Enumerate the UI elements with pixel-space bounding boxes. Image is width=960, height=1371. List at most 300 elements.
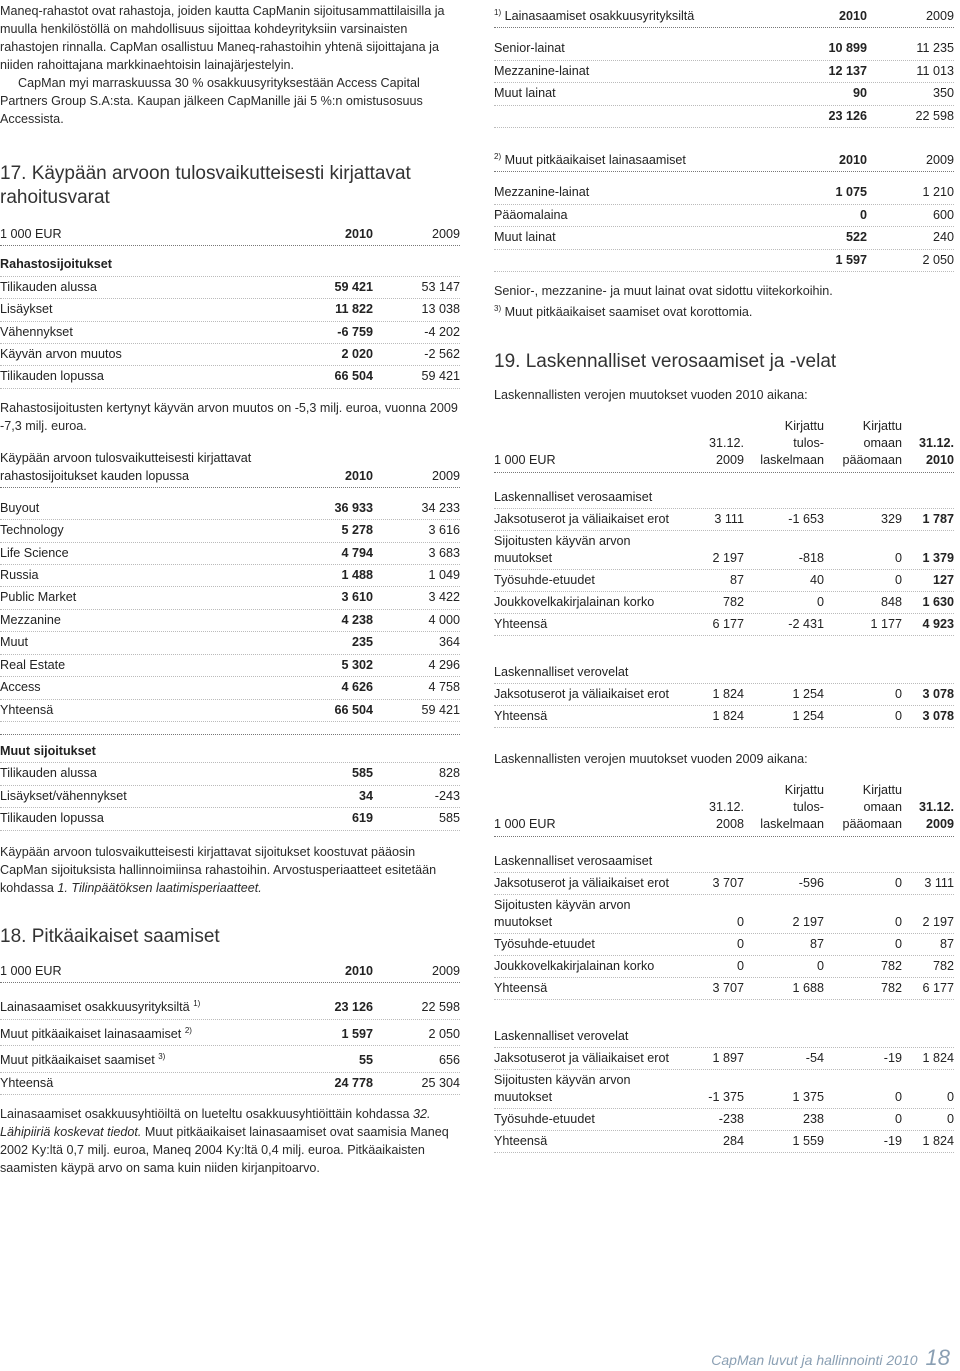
tax-header-col4-b: 2009: [925, 817, 954, 831]
table-row: [494, 205, 954, 227]
tax-header-col4-b: 2010: [925, 453, 954, 467]
s17-note2-text: Käypään arvoon tulosvaikutteisesti kirjattavat sijoitukset koostuvat pääosin CapMan sijoituksista hallinnoimiinsa rahastoihin. Arvostusperiaatteet esitetään kohdassa: [0, 844, 437, 895]
tax-header-col4-a: 31.12.: [918, 436, 954, 450]
value-closing: 782: [932, 959, 954, 973]
table-row: [494, 934, 954, 956]
s19-2009-intro: Laskennallisten verojen muutokset vuoden 2009 aikana:: [494, 752, 808, 766]
value-closing: 3 078: [922, 687, 954, 701]
value-2010: 4 238: [341, 612, 373, 627]
s18-rows: [0, 993, 460, 1095]
value-2009: 22 598: [421, 1000, 460, 1015]
value-2010: 66 504: [334, 369, 373, 384]
value-income-statement: 1 254: [792, 687, 824, 701]
value-2009: 53 147: [421, 279, 460, 294]
intro-paragraph-1: Maneq-rahastot ovat rahastoja, joiden kautta CapManin sijoitusammattilaisilla ja muulla henkilöstöllä on mahdollisuus sijoittaa kohdeyrityksiin varsinaisten rahastojen rinnalla. CapMan osallistuu Maneq-rahastoihin yhtenä sijoittajana ja niiden rahoittajana markkinaehtoisin lainajärjestelyin.: [0, 4, 445, 72]
value-2009: 600: [932, 207, 954, 222]
value-2009: 364: [438, 635, 460, 650]
table-row: [0, 677, 460, 699]
s17-group1-title: Rahastosijoitukset: [0, 254, 460, 276]
table-row: [0, 808, 460, 830]
footnote-ref: 3): [158, 1052, 166, 1062]
s18-note-c: Muut pitkäaikaiset lainasaamiset ovat saamisia Maneq 2002 Ky:ltä 0,7 milj. euroa, Maneq 2004 Ky:ltä 0,4 milj. euroa. Pitkäaikaisten saamisten käypä arvo on sama kuin niiden kirjanpitoarvo.: [0, 1125, 449, 1176]
table-row: [494, 1070, 954, 1109]
tax-header-row: [494, 782, 954, 837]
row-label: Jaksotuserot ja väliaikaiset erot: [494, 512, 669, 526]
s19-2010-intro: Laskennallisten verojen muutokset vuoden 2010 aikana:: [494, 388, 808, 402]
table-row: [494, 250, 954, 272]
value-2010: 0: [859, 207, 867, 222]
value-income-statement: 0: [816, 959, 824, 973]
table-row: [494, 182, 954, 204]
row-label-text: Muut pitkäaikaiset lainasaamiset: [0, 1026, 182, 1041]
value-income-statement: 40: [809, 573, 824, 587]
row-label: Yhteensä: [494, 981, 548, 995]
footer-text: CapMan luvut ja hallinnointi 2010: [711, 1352, 918, 1368]
s17-table2-head-line2: rahastosijoitukset kauden lopussa: [0, 468, 190, 483]
tax-header-col1-b: 2009: [715, 453, 744, 467]
value-equity: 1 177: [870, 617, 902, 631]
value-equity: 0: [894, 1112, 902, 1126]
value-2010: 522: [845, 230, 867, 245]
row-label: Vähennykset: [0, 324, 73, 339]
r1-rows: [494, 38, 954, 128]
value-closing: 0: [946, 1112, 954, 1126]
value-2009: 4 296: [428, 657, 460, 672]
value-2010: 4 794: [341, 545, 373, 560]
value-2010: 34: [358, 788, 373, 803]
table-row: [0, 763, 460, 785]
r2-sup: 2): [494, 152, 502, 161]
table-row: [0, 543, 460, 565]
value-closing: 1 824: [922, 1051, 954, 1065]
value-2010: 11 822: [335, 302, 373, 317]
s17-header-2010: 2010: [344, 227, 373, 241]
value-2009: 13 038: [421, 302, 460, 317]
value-opening: 0: [736, 915, 744, 929]
section-17: [0, 162, 460, 897]
row-label: Lisäykset/vähennykset: [0, 788, 127, 803]
tax-header-col3-c: pääomaan: [842, 453, 902, 467]
value-2010: 585: [351, 766, 373, 781]
value-2009: 3 683: [428, 545, 460, 560]
value-2010: 59 421: [334, 279, 373, 294]
value-2009: 4 000: [428, 612, 460, 627]
page-number: 18: [925, 1345, 950, 1370]
value-2010: 619: [351, 811, 373, 826]
r2-2010: 2010: [838, 153, 867, 167]
tax-header-col3-b: omaan: [863, 800, 902, 814]
table-row: [0, 1020, 460, 1046]
row-label: Työsuhde-etuudet: [494, 937, 595, 951]
value-2009: 585: [438, 811, 460, 826]
value-equity: 0: [894, 915, 902, 929]
s17-table2-header-label: [0, 449, 293, 485]
table-row: [0, 632, 460, 654]
value-equity: 0: [894, 876, 902, 890]
s17-note2-ref: 1. Tilinpäätöksen laatimisperiaatteet.: [57, 880, 262, 895]
table-row: [494, 570, 954, 592]
value-2010: 10 899: [828, 41, 867, 56]
tax-header-col1-a: 31.12.: [708, 436, 744, 450]
value-2009: 22 598: [915, 108, 954, 123]
section-18: [0, 925, 460, 1177]
table-row: [0, 610, 460, 632]
table-row: [0, 786, 460, 808]
table-row: [494, 956, 954, 978]
value-closing: 6 177: [922, 981, 954, 995]
value-2010: 5 278: [341, 523, 373, 538]
row-label: Technology: [0, 523, 64, 538]
row-label: Yhteensä: [0, 702, 54, 717]
value-2009: 828: [438, 766, 460, 781]
row-label: [0, 1046, 293, 1071]
row-label: Public Market: [0, 590, 77, 605]
value-equity: -19: [883, 1051, 902, 1065]
section-19: [494, 350, 954, 1153]
value-closing: 3 111: [924, 876, 954, 890]
r2-header-row: [494, 146, 954, 172]
row-label-text: Muut pitkäaikaiset saamiset: [0, 1053, 155, 1068]
s17-note1: Rahastosijoitusten kertynyt käyvän arvon muutos on -5,3 milj. euroa, vuonna 2009 -7,3 milj. euroa.: [0, 400, 458, 433]
row-label: Mezzanine-lainat: [494, 63, 590, 78]
row-label: Jaksotuserot ja väliaikaiset erot: [494, 687, 669, 701]
row-label: Yhteensä: [494, 617, 548, 631]
value-2010: 2 020: [341, 347, 373, 362]
value-closing: 1 787: [922, 512, 954, 526]
s17-table2-header: [0, 449, 460, 488]
s17-group3-rows: [0, 763, 460, 830]
value-opening: 0: [736, 959, 744, 973]
value-closing: 127: [932, 573, 954, 587]
row-label: Access: [0, 680, 41, 695]
value-2010: 24 778: [334, 1075, 373, 1090]
row-label: Käyvän arvon muutos: [0, 347, 122, 362]
value-2010: 66 504: [334, 702, 373, 717]
tax-header-col3-c: pääomaan: [842, 817, 902, 831]
value-equity: 0: [894, 937, 902, 951]
r1-table: [494, 2, 954, 128]
table-row: [0, 587, 460, 609]
table-row: [494, 38, 954, 60]
footnote-ref: 2): [184, 1025, 192, 1035]
table-row: [494, 1131, 954, 1153]
s18-note-ref: 32. Lähipiiriä koskevat tiedot.: [0, 1107, 431, 1140]
value-2009: 59 421: [421, 369, 460, 384]
value-equity: 0: [894, 1090, 902, 1104]
r2-table: [494, 146, 954, 321]
r2-title: Muut pitkäaikaiset lainasaamiset: [504, 153, 686, 167]
value-closing: 0: [946, 1090, 954, 1104]
tax-header-col4: [902, 435, 954, 469]
value-2009: 3 616: [428, 523, 460, 538]
s17-note2: [0, 843, 460, 897]
value-2010: 1 597: [835, 252, 867, 267]
row-label: Russia: [0, 568, 39, 583]
value-2010: 23 126: [828, 108, 867, 123]
row-label: Buyout: [0, 500, 40, 515]
r2-note2-text: Muut pitkäaikaiset saamiset ovat korottomia.: [504, 305, 753, 320]
row-label: Yhteensä: [494, 709, 548, 723]
row-label-text: Lainasaamiset osakkuusyrityksiltä: [0, 1000, 190, 1015]
row-label: Jaksotuserot ja väliaikaiset erot: [494, 1051, 669, 1065]
value-2010: 1 597: [341, 1026, 373, 1041]
s18-header-row: [0, 961, 460, 983]
value-income-statement: -818: [798, 551, 824, 565]
table-row: [494, 706, 954, 728]
s18-note: [0, 1105, 460, 1177]
tax-header-row: [494, 418, 954, 473]
value-2010: 3 610: [341, 590, 373, 605]
table-row: [494, 1109, 954, 1131]
value-closing: 4 923: [922, 617, 954, 631]
tax-header-col3-a: Kirjattu: [862, 419, 902, 433]
tax-header-col1-b: 2008: [715, 817, 744, 831]
r1-title: Lainasaamiset osakkuusyrityksiltä: [504, 9, 695, 23]
value-opening: 1 824: [712, 709, 744, 723]
r1-sup: 1): [494, 8, 502, 17]
value-2009: 3 422: [428, 590, 460, 605]
table-row: [0, 565, 460, 587]
s18-header-2009: 2009: [431, 964, 460, 978]
row-label: Senior-lainat: [494, 41, 565, 56]
s17-group3-title: Muut sijoitukset: [0, 741, 460, 763]
value-closing: 87: [939, 937, 954, 951]
tax-header-col1: [692, 799, 744, 833]
row-label: Muut: [0, 635, 28, 650]
value-2010: 36 933: [334, 500, 373, 515]
value-2009: -2 562: [424, 347, 460, 362]
value-income-statement: 87: [809, 937, 824, 951]
section-19-title: 19. Laskennalliset verosaamiset ja -velat: [494, 351, 837, 372]
row-label: Real Estate: [0, 657, 66, 672]
value-2009: 240: [932, 230, 954, 245]
value-closing: 1 379: [922, 551, 954, 565]
value-opening: -1 375: [708, 1090, 744, 1104]
row-label: Työsuhde-etuudet: [494, 1112, 595, 1126]
value-opening: 6 177: [712, 617, 744, 631]
value-2009: 34 233: [421, 500, 460, 515]
value-equity: 0: [894, 709, 902, 723]
r1-2009: 2009: [925, 9, 954, 23]
table-row: [0, 498, 460, 520]
value-2010: -6 759: [337, 324, 373, 339]
value-opening: 284: [722, 1134, 744, 1148]
table-row: [0, 344, 460, 366]
tax-table-2010: [494, 418, 954, 728]
tax-header-col2-c: laskelmaan: [760, 817, 824, 831]
value-equity: 782: [880, 959, 902, 973]
value-2009: 2 050: [922, 252, 954, 267]
value-closing: 1 630: [922, 595, 954, 609]
s17-table2-2010: 2010: [344, 468, 373, 483]
value-2009: 350: [932, 86, 954, 101]
table-row: [0, 366, 460, 388]
row-label: Mezzanine: [0, 612, 61, 627]
row-label: [0, 1073, 293, 1094]
table-row: [494, 61, 954, 83]
tax-header-col1-a: 31.12.: [708, 800, 744, 814]
value-closing: 1 824: [922, 1134, 954, 1148]
tax-header-col3-a: Kirjattu: [862, 783, 902, 797]
value-income-statement: 1 375: [792, 1090, 824, 1104]
tax-table-2009: [494, 782, 954, 1153]
value-closing: 3 078: [922, 709, 954, 723]
value-opening: 782: [722, 595, 744, 609]
row-label: Lisäykset: [0, 302, 53, 317]
table-row: [0, 655, 460, 677]
value-equity: -19: [883, 1134, 902, 1148]
value-equity: 329: [880, 512, 902, 526]
table-row: [0, 277, 460, 299]
row-label: Tilikauden alussa: [0, 766, 97, 781]
value-2009: 4 758: [428, 680, 460, 695]
tax-header-col2: [744, 418, 824, 469]
tax-subtitle-liabilities: Laskennalliset verovelat: [494, 662, 954, 684]
value-equity: 848: [880, 595, 902, 609]
row-label: Tilikauden alussa: [0, 279, 97, 294]
value-income-statement: 238: [802, 1112, 824, 1126]
tax-subtitle-liabilities: Laskennalliset verovelat: [494, 1026, 954, 1048]
row-label: Jaksotuserot ja väliaikaiset erot: [494, 876, 669, 890]
row-label: Sijoitusten käyvän arvon muutokset: [494, 534, 631, 565]
value-2009: 11 013: [916, 63, 954, 78]
value-2010: 4 626: [341, 680, 373, 695]
value-2010: 90: [852, 86, 867, 101]
value-income-statement: 1 559: [792, 1134, 824, 1148]
value-2009: -243: [434, 788, 460, 803]
r1-header-row: [494, 2, 954, 28]
table-row: [494, 684, 954, 706]
section-18-title: 18. Pitkäaikaiset saamiset: [0, 926, 220, 947]
value-income-statement: -1 653: [788, 512, 824, 526]
row-label: Yhteensä: [494, 1134, 548, 1148]
s18-header-label: 1 000 EUR: [0, 964, 62, 978]
r2-note2: [494, 300, 954, 321]
table-row: [0, 520, 460, 542]
value-2010: 5 302: [341, 657, 373, 672]
table-row: [494, 614, 954, 636]
value-opening: 0: [736, 937, 744, 951]
tax-header-col2-c: laskelmaan: [760, 453, 824, 467]
table-row: [494, 1048, 954, 1070]
table-row: [494, 509, 954, 531]
value-opening: 1 824: [712, 687, 744, 701]
row-label: Tilikauden lopussa: [0, 369, 104, 384]
row-label: Muut lainat: [494, 230, 556, 245]
row-label: Tilikauden lopussa: [0, 811, 104, 826]
value-income-statement: 2 197: [792, 915, 824, 929]
s17-table2-head-line1: Käypään arvoon tulosvaikutteisesti kirjattavat: [0, 450, 252, 465]
value-equity: 782: [880, 981, 902, 995]
s17-table2-rows: [0, 498, 460, 722]
table-row: [0, 700, 460, 722]
value-closing: 2 197: [922, 915, 954, 929]
section-17-title: 17. Käypään arvoon tulosvaikutteisesti kirjattavat rahoitusvarat: [0, 163, 411, 208]
value-equity: 0: [894, 573, 902, 587]
table-row: [494, 227, 954, 249]
s17-header-row: [0, 224, 460, 246]
row-label-text: Yhteensä: [0, 1075, 54, 1090]
table-row: [0, 1046, 460, 1072]
s17-group1-rows: [0, 277, 460, 389]
tax-header-col2-b: tulos-: [793, 800, 824, 814]
row-label: [0, 1020, 293, 1045]
s17-table2-2009: 2009: [431, 468, 460, 483]
table-row: [494, 83, 954, 105]
value-opening: 87: [729, 573, 744, 587]
value-opening: 1 897: [712, 1051, 744, 1065]
value-2010: 1 488: [341, 568, 373, 583]
row-label: Sijoitusten käyvän arvon muutokset: [494, 1073, 631, 1104]
tax-header-label: 1 000 EUR: [494, 817, 556, 831]
value-income-statement: 1 254: [792, 709, 824, 723]
value-2009: 25 304: [421, 1075, 460, 1090]
table-row: [494, 592, 954, 614]
table-row: [0, 299, 460, 321]
value-income-statement: -54: [805, 1051, 824, 1065]
row-label: Pääomalaina: [494, 207, 568, 222]
value-opening: 2 197: [712, 551, 744, 565]
value-2010: 12 137: [828, 63, 867, 78]
s17-header-label: 1 000 EUR: [0, 227, 62, 241]
table-row: [0, 993, 460, 1019]
row-label: Sijoitusten käyvän arvon muutokset: [494, 898, 631, 929]
tax-header-col4-a: 31.12.: [918, 800, 954, 814]
s18-note-a: Lainasaamiset osakkuusyhtiöiltä on lueteltu osakkuusyhtiöittäin kohdassa: [0, 1107, 414, 1122]
footnote-ref: 1): [193, 999, 201, 1009]
value-opening: -238: [718, 1112, 744, 1126]
r2-note2-sup: 3): [494, 304, 502, 314]
tax-header-col3-b: omaan: [863, 436, 902, 450]
value-income-statement: 0: [816, 595, 824, 609]
row-label: Mezzanine-lainat: [494, 185, 590, 200]
r1-2010: 2010: [838, 9, 867, 23]
row-label: Joukkovelkakirjalainan korko: [494, 959, 655, 973]
tax-header-col3: [824, 782, 902, 833]
value-2009: 656: [438, 1053, 460, 1068]
tax-subtitle-assets: Laskennalliset verosaamiset: [494, 851, 954, 873]
tax-header-col2-b: tulos-: [793, 436, 824, 450]
row-label: [0, 993, 293, 1018]
r2-note1: Senior-, mezzanine- ja muut lainat ovat sidottu viitekorkoihin.: [494, 284, 833, 299]
tax-header-col2-a: Kirjattu: [784, 419, 824, 433]
value-equity: 0: [894, 551, 902, 565]
value-2009: 1 210: [922, 185, 954, 200]
value-2010: 235: [351, 635, 373, 650]
tax-header-label: 1 000 EUR: [494, 453, 556, 467]
row-label: Työsuhde-etuudet: [494, 573, 595, 587]
value-2010: 1 075: [835, 185, 867, 200]
table-row: [494, 531, 954, 570]
value-2009: 1 049: [428, 568, 460, 583]
row-label: Joukkovelkakirjalainan korko: [494, 595, 655, 609]
tax-header-col1: [692, 435, 744, 469]
tax-subtitle-assets: Laskennalliset verosaamiset: [494, 487, 954, 509]
value-income-statement: -596: [798, 876, 824, 890]
tax-header-col4: [902, 799, 954, 833]
table-row: [494, 895, 954, 934]
value-2010: 23 126: [334, 1000, 373, 1015]
tax-header-col2-a: Kirjattu: [784, 783, 824, 797]
value-income-statement: -2 431: [788, 617, 824, 631]
tax-header-col2: [744, 782, 824, 833]
value-opening: 3 111: [714, 512, 744, 526]
row-label: Life Science: [0, 545, 69, 560]
page-footer: [711, 1345, 950, 1371]
value-2009: 59 421: [421, 702, 460, 717]
intro-paragraph-2: CapMan myi marraskuussa 30 % osakkuusyrityksestään Access Capital Partners Group S.A:sta. Kaupan jälkeen CapManille jäi 5 %:n omistusosuus Accessista.: [0, 76, 423, 126]
table-row: [494, 978, 954, 1000]
